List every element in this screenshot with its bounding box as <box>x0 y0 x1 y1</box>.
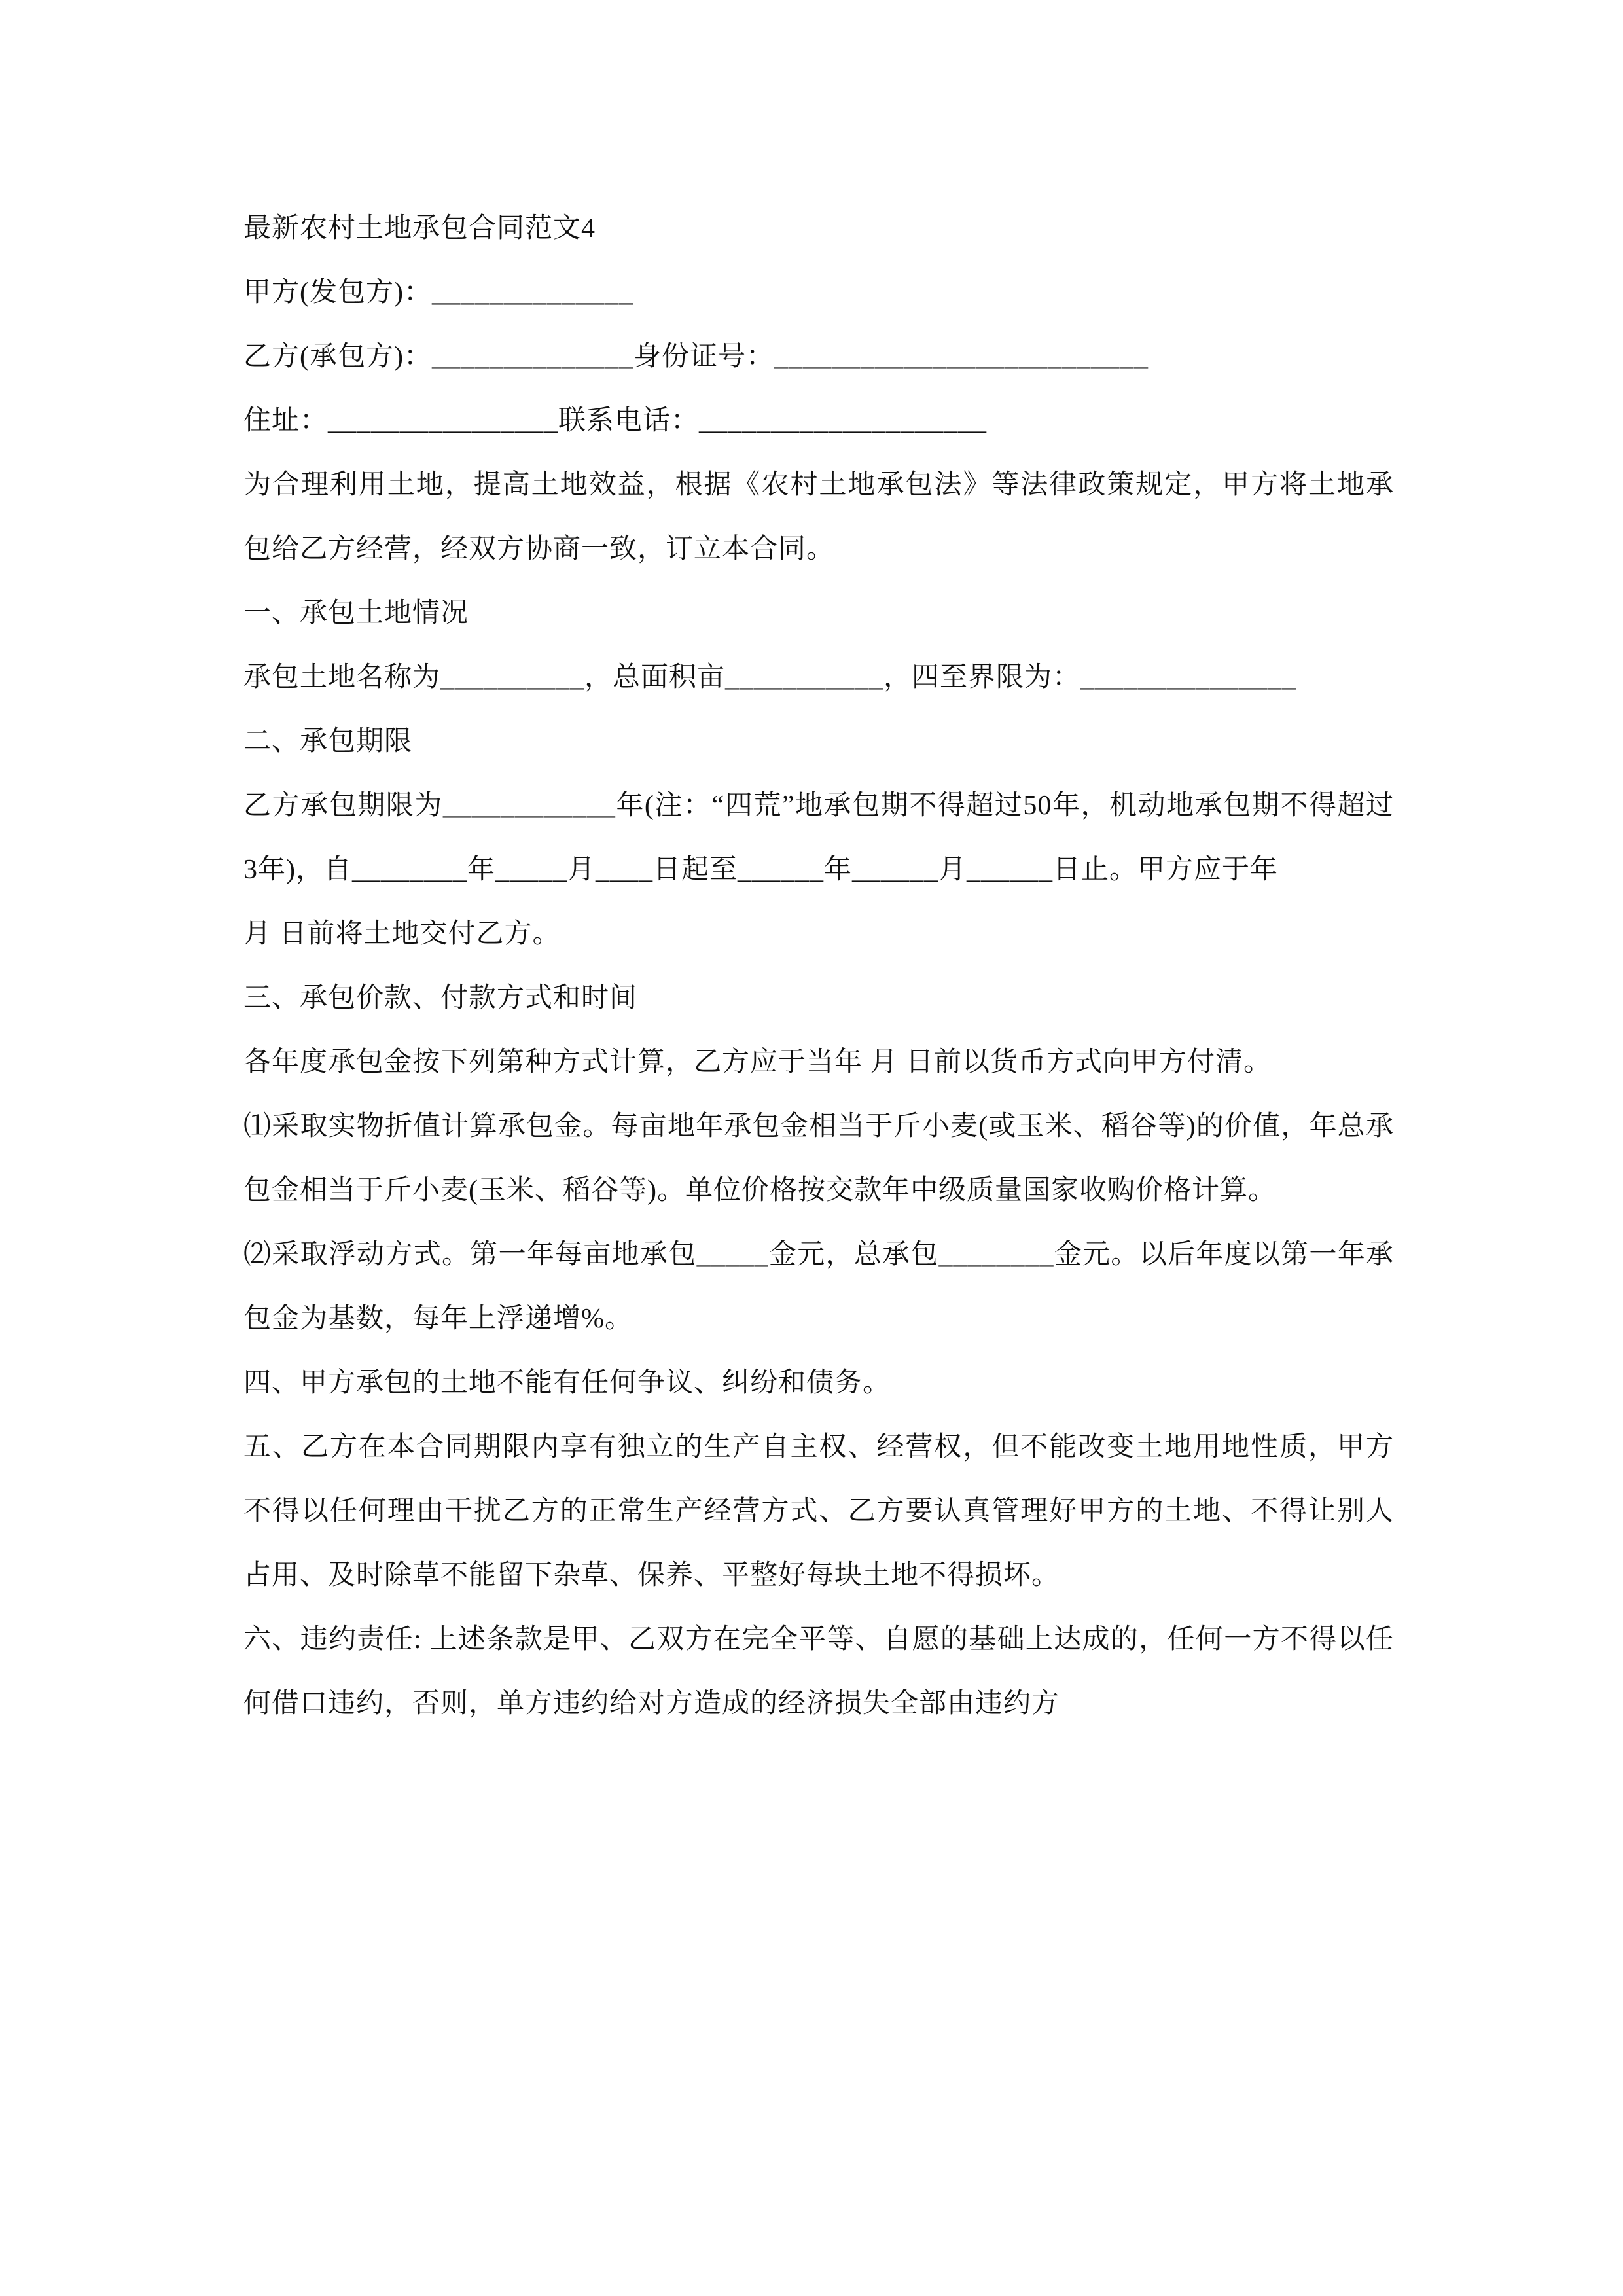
section-1-heading: 一、承包土地情况 <box>243 598 469 628</box>
section-3-item-2: ⑵采取浮动方式。第一年每亩地承包_____金元，总承包________金元。以后年度以第一年承包金为基数，每年上浮递增%。 <box>243 1240 1394 1334</box>
section-6-clause: 六、违约责任: 上述条款是甲、乙双方在完全平等、自愿的基础上达成的，任何一方不得以任何借口违约，否则，单方违约给对方造成的经济损失全部由违约方 <box>243 1624 1394 1719</box>
doc-title: 最新农村土地承包合同范文4 <box>243 213 596 243</box>
party-b-line: 乙方(承包方)：______________身份证号：__________________________ <box>243 342 1149 372</box>
section-5-clause: 五、乙方在本合同期限内享有独立的生产自主权、经营权，但不能改变土地用地性质，甲方不得以任何理由干扰乙方的正常生产经营方式、乙方要认真管理好甲方的土地、不得让别人占用、及时除草不能留下杂草、保养、平整好每块土地不得损坏。 <box>243 1432 1394 1590</box>
section-3-body: 各年度承包金按下列第种方式计算，乙方应于当年 月 日前以货币方式向甲方付清。 <box>243 1047 1272 1077</box>
section-3-item-1: ⑴采取实物折值计算承包金。每亩地年承包金相当于斤小麦(或玉米、稻谷等)的价值，年总承包金相当于斤小麦(玉米、稻谷等)。单位价格按交款年中级质量国家收购价格计算。 <box>243 1111 1394 1206</box>
address-phone-line: 住址：________________联系电话：____________________ <box>243 406 988 436</box>
document-body <box>243 196 1394 1736</box>
party-a-line: 甲方(发包方)：______________ <box>243 278 633 308</box>
section-3-heading: 三、承包价款、付款方式和时间 <box>243 983 638 1013</box>
section-2-heading: 二、承包期限 <box>243 726 413 757</box>
section-4-clause: 四、甲方承包的土地不能有任何争议、纠纷和债务。 <box>243 1368 891 1398</box>
preamble: 为合理利用土地，提高土地效益，根据《农村土地承包法》等法律政策规定，甲方将土地承包给乙方经营，经双方协商一致，订立本合同。 <box>243 470 1394 564</box>
section-2-body: 乙方承包期限为____________年(注：“四荒”地承包期不得超过50年，机动地承包期不得超过3年)，自________年_____月____日起至______年______月______日止。甲方应于年 <box>243 791 1394 885</box>
section-1-body: 承包土地名称为__________，总面积亩___________，四至界限为：_______________ <box>243 662 1297 692</box>
section-2-body-2: 月 日前将土地交付乙方。 <box>243 919 561 949</box>
